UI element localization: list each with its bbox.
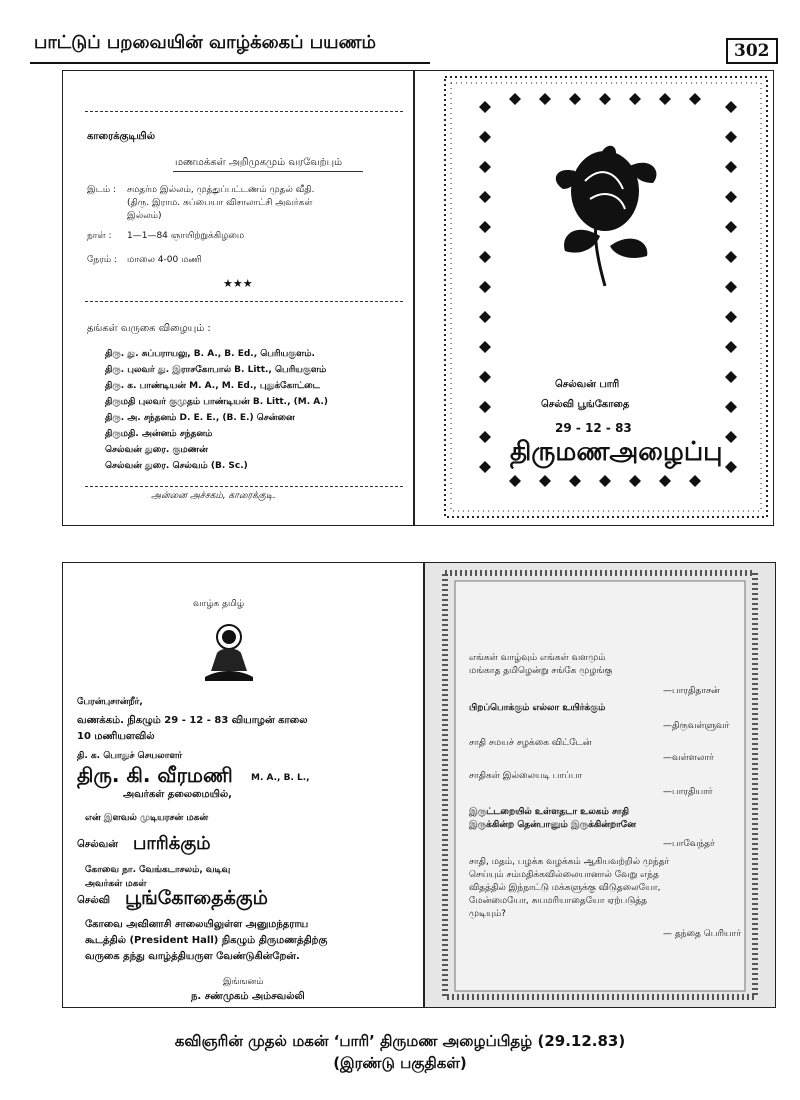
host-line: திரு. புலவர் து. இராசகோபால் B. Litt., பெரியகுளம்	[105, 365, 327, 375]
host-line: திரு. து. சுப்பராயலு, B. A., B. Ed., பெரியகுளம்.	[105, 349, 315, 359]
quote-line: எங்கள் வாழ்வும் எங்கள் வளமும்	[469, 653, 606, 663]
thiruvalluvar-portrait-icon	[199, 619, 259, 683]
quote-line: பிறப்பொக்கும் எல்லா உயிர்க்கும்	[469, 703, 606, 713]
chief-guest-name: திரு. கி. வீரமணி	[77, 763, 233, 787]
time-value: மாலை 4-00 மணி	[127, 255, 202, 265]
divider	[85, 486, 403, 487]
bride-prefix: செல்வி	[77, 895, 110, 906]
figure-caption-sub: (இரண்டு பகுதிகள்)	[333, 1054, 467, 1072]
salutation: பேரன்புசான்றீர்,	[77, 697, 143, 707]
bride-name: பூங்கோதைக்கும்	[125, 887, 268, 909]
host-line: செல்வன் துரை. குமணன்	[105, 445, 208, 455]
invitation-body-panel	[62, 562, 424, 1008]
time-label: நேரம் :	[87, 255, 117, 265]
page-number: 302	[726, 38, 778, 64]
quote-author: —பாரதியார்	[663, 787, 713, 797]
son-of-line: என் இளவல் முடியரசன் மகன்	[85, 813, 209, 823]
reception-card-panel	[62, 70, 414, 526]
card-subtitle: மணமக்கள் அறிமுகமும் வரவேற்பும்	[175, 157, 343, 168]
host-line: திரு. க. பாண்டியன் M. A., M. Ed., புதுக்கோட்டை	[105, 381, 320, 391]
signoff: இங்ஙனம்	[223, 977, 264, 987]
quote-author: —பாரதிதாசன்	[663, 686, 720, 696]
quote-line: சாதி சமயச் சழக்கை விட்டேன்	[469, 738, 592, 748]
venue-line: கோவை அவினாசி சாலையிலுள்ள அனுமந்தராய	[85, 919, 309, 930]
figure-caption: கவிஞரின் முதல் மகன் ‘பாரி’ திருமண அழைப்பிதழ் (29.12.83)	[174, 1032, 626, 1050]
rose-illustration	[556, 146, 657, 286]
divider	[85, 301, 403, 302]
stars-ornament: ★★★	[223, 277, 253, 290]
org-line: தி. க. பொதுச் செயலாளர்	[77, 751, 183, 761]
greeting-line: வணக்கம். நிகழும் 29 - 12 - 83 வியாழன் காலை	[77, 715, 308, 726]
quote-line: இருக்கின்ற தென்பானும் இருக்கின்றானே	[469, 820, 636, 830]
date-value: 1—1—84 ஞாயிற்றுக்கிழமை	[127, 231, 245, 241]
greeting-line: 10 மணியளவில்	[77, 731, 155, 742]
quote-author: —திருவள்ளுவர்	[663, 721, 730, 731]
quotes-panel	[424, 562, 776, 1008]
venue-label: இடம் :	[87, 185, 117, 195]
quote-author: —வள்ளலார்	[663, 753, 714, 763]
groom-prefix: செல்வன்	[77, 839, 118, 850]
quote-author: — தந்தை பெரியார்	[663, 929, 742, 939]
motto: வாழ்க தமிழ்	[193, 599, 245, 609]
cover-date: 29 - 12 - 83	[555, 421, 632, 435]
cover-title: திருமணஅழைப்பு	[510, 437, 723, 467]
venue-line: (திரு. இராம. சுப்பையா விசாலாட்சி அவர்கள்	[127, 198, 313, 208]
subtitle-underline	[173, 171, 363, 172]
venue-line: கூடத்தில் (President Hall) நிகழும் திருமணத்திற்கு	[85, 935, 328, 946]
date-label: நாள் :	[87, 231, 112, 241]
host-line: திருமதி புலவர் குமுதம் பாண்டியன் B. Litt., (M. A.)	[105, 397, 328, 407]
quote-line: சாதிகள் இல்லையடி பாப்பா	[469, 771, 583, 781]
header-rule	[30, 62, 430, 64]
bride-parent-line: அவர்கள் மகள்	[85, 879, 147, 889]
signature: ந. சண்முகம் அம்சவல்லி	[191, 991, 305, 1002]
cover-groom-line: செல்வன் பாரி	[555, 379, 620, 390]
host-line: செல்வன் துரை. செல்வம் (B. Sc.)	[105, 461, 248, 471]
quote-line: சாதி, மதம், பழக்க வழக்கம் ஆகியவற்றில் முந்தர்	[469, 857, 670, 867]
quote-author: —பாவேந்தர்	[663, 839, 715, 849]
place-line: காரைக்குடியில்	[87, 131, 155, 142]
cover-bride-line: செல்வி பூங்கோதை	[541, 399, 630, 410]
quote-line: விதத்தில் இந்நாட்டு மக்களுக்கு விடுதலையோ,	[469, 883, 661, 893]
quote-line: மேன்மையோ, சுயமரியாதையோ ஏற்படுத்த	[469, 896, 648, 906]
host-line: திருமதி. அன்னம் சந்தனம்	[105, 429, 213, 439]
divider	[85, 111, 403, 112]
cover-card-panel	[414, 70, 774, 526]
bride-parent-line: கோவை நா. வேங்கடாசலம், வடிவு	[85, 865, 231, 875]
quote-line: முடியும்?	[469, 909, 506, 919]
venue-line: இல்லம்)	[127, 211, 162, 221]
venue-line: சமதர்ம இல்லம், முத்துப்பட்டணம் முதல் வீதி.	[127, 185, 315, 195]
venue-line: வருகை தந்து வாழ்த்தியருள வேண்டுகின்றேன்.	[85, 951, 300, 962]
presiding-line: அவர்கள் தலைமையில்,	[123, 789, 232, 800]
quote-line: செய்யும் சம்மதிக்கவில்லையானால் வேறு எந்த	[469, 870, 659, 880]
press-footer: அன்னை அச்சகம், காரைக்குடி.	[151, 491, 276, 501]
quote-line: இருட்டறையில் உள்ளதடா உலகம் சாதி	[469, 807, 630, 817]
quote-line: மங்காத தமிழென்று சங்கே முழங்கு	[469, 666, 613, 676]
host-line: திரு. அ. சந்தனம் D. E. E., (B. E.) சென்னை	[105, 413, 295, 423]
groom-name: பாரிக்கும்	[133, 833, 211, 854]
welcome-line: தங்கள் வருகை விழையும் :	[87, 323, 211, 334]
running-head-title: பாட்டுப் பறவையின் வாழ்க்கைப் பயணம்	[34, 32, 377, 53]
chief-guest-degree: M. A., B. L.,	[251, 773, 310, 783]
